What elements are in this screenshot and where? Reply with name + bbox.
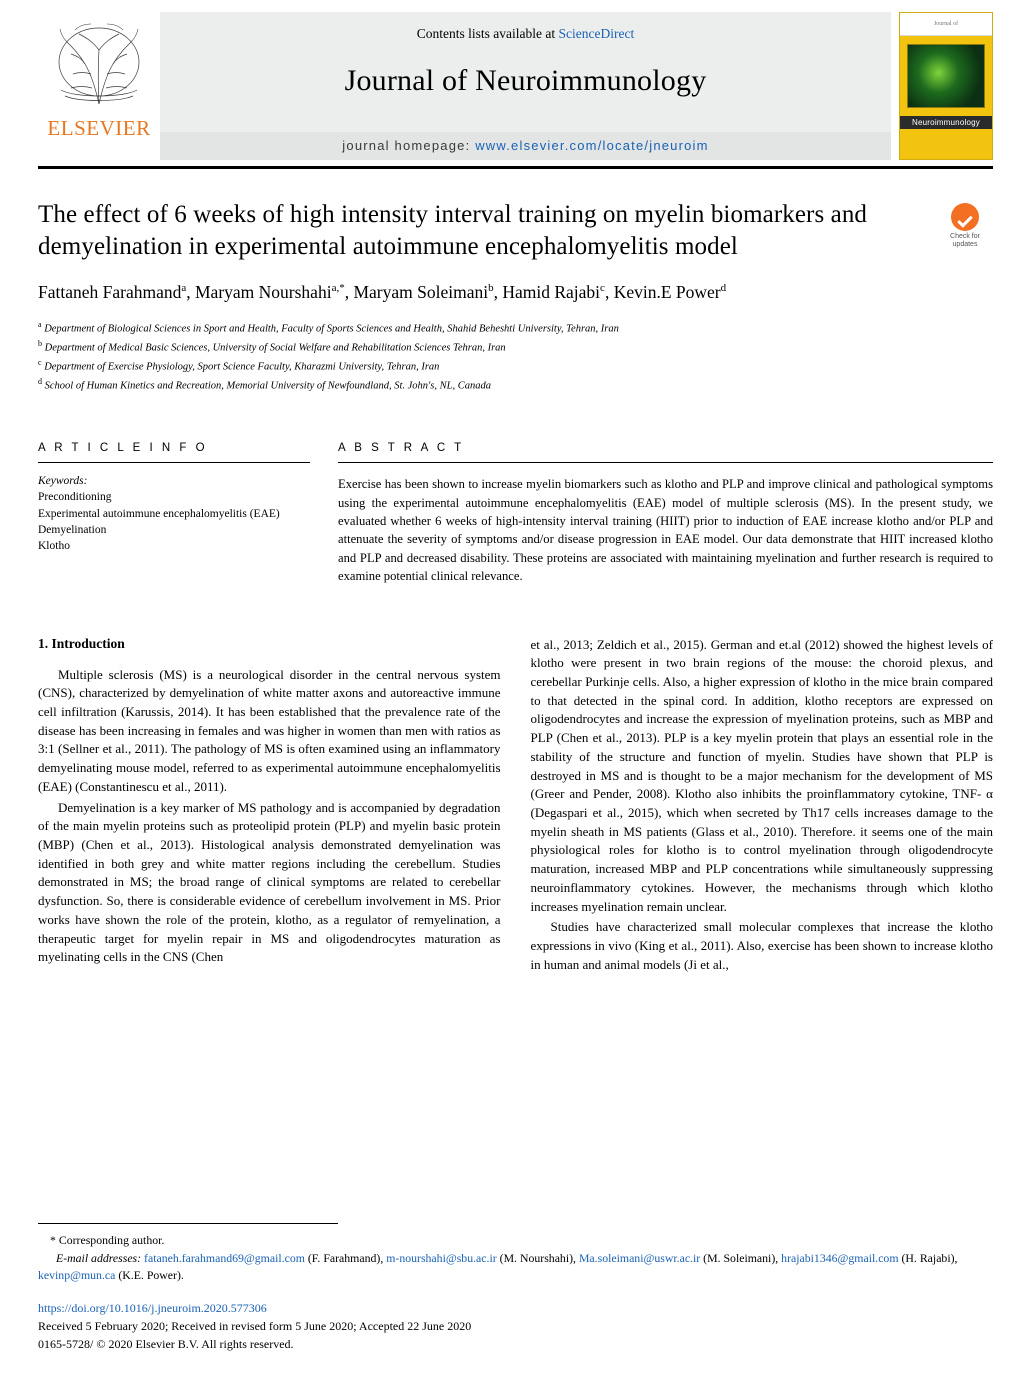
affiliation-text: School of Human Kinetics and Recreation, Memorial University of Newfoundland, St. John's, NL, Canada (44, 380, 491, 392)
article-info-heading: A R T I C L E I N F O (38, 442, 208, 455)
copyright-line: 0165-5728/ © 2020 Elsevier B.V. All rights reserved. (38, 1337, 294, 1351)
email-owner: (F. Farahmand), (307, 1250, 384, 1265)
abstract-heading: A B S T R A C T (338, 442, 465, 455)
check-icon (951, 203, 979, 231)
received-dates: Received 5 February 2020; Received in revised form 5 June 2020; Accepted 22 June 2020 (38, 1319, 472, 1333)
crossmark-label: Check for updates (950, 233, 980, 249)
article-page (0, 12, 1031, 1387)
paragraph: Multiple sclerosis (MS) is a neurological disorder in the central nervous system (CNS), characterized by demyelination of white matter axons and autoreactive immune cell infiltration (Karussis, 2014). It has been established that the prevalence rate of the disease has been increasing in females and was higher in women than men with ratios as 3:1 (Sellner et al., 2011). The pathology of MS is often examined using an inflammatory demyelinating mouse model, referred to as experimental autoimmune encephalomyelitis (EAE) (Constantinescu et al., 2011). (38, 666, 501, 794)
corresponding-author-note: * Corresponding author. (50, 1232, 165, 1247)
sciencedirect-link[interactable]: ScienceDirect (558, 26, 635, 41)
email-addresses-line (38, 1250, 993, 1285)
info-abstract-row (38, 442, 993, 585)
paragraph: Studies have characterized small molecular complexes that increase the klotho expressions in vivo (King et al., 2011). Also, exercise has been shown to increase klotho in human and animal models (Ji et al., (530, 919, 993, 972)
body-columns (38, 636, 993, 975)
keyword-item: Preconditioning (38, 491, 112, 504)
cover-artwork (907, 44, 985, 108)
title-block (38, 199, 993, 263)
publication-meta (38, 1299, 993, 1353)
affiliation-item: $^a$ Department of Biological Sciences in Sport and Health, Faculty of Sports Sciences and Health, Shahid Beheshti University, Tehran, Iran (38, 320, 619, 335)
elsevier-logo (38, 12, 160, 160)
contents-prefix: Contents lists available at (416, 26, 559, 41)
divider (38, 462, 310, 463)
elsevier-tree-icon (45, 16, 153, 114)
homepage-link[interactable]: www.elsevier.com/locate/jneuroim (475, 138, 709, 153)
abstract-text: Exercise has been shown to increase myelin biomarkers such as klotho and PLP and improve clinical and pathological symptoms using the experimental autoimmune encephalomyelitis (EAE) model of multiple sclerosis (MS). In the present study, we evaluated whether 6 weeks of high-intensity interval training (HIIT) prior to induction of EAE increase klotho and/or PLP and attenuate the severity of symptoms and/or disease progression in EAE model. Our data demonstrate that HIIT increased klotho and PLP and decreased disability. These proteins are associated with maintaining myelination and further research is required to examine potential clinical relevance. (338, 477, 993, 584)
journal-masthead (38, 12, 993, 160)
journal-title: Journal of Neuroimmunology (344, 64, 707, 97)
journal-cover-thumbnail (899, 12, 993, 160)
affiliation-item: $^b$ Department of Medical Basic Sciences, University of Social Welfare and Rehabilitation Sciences Tehran, Iran (38, 339, 506, 354)
cover-journal-name: Neuroimmunology (900, 116, 992, 129)
body-column-left (38, 636, 501, 975)
journal-header-band (160, 12, 891, 160)
body-column-right (531, 636, 994, 975)
cover-top-text: Journal of (900, 13, 992, 36)
journal-homepage-bar (160, 132, 891, 160)
keyword-item: Klotho (38, 540, 70, 553)
divider (338, 462, 993, 463)
email-owner: (M. Soleimani), (703, 1250, 779, 1265)
section-heading: 1. Introduction (38, 635, 125, 651)
email-link[interactable]: kevinp@mun.ca (38, 1268, 116, 1283)
author-list: Fattaneh Farahmand$^a$, Maryam Nourshahi$^{a,*}$, Maryam Soleimani$^b$, Hamid Rajabi$^c$, Kevin.E Power$^d$ (38, 282, 727, 302)
email-link[interactable]: m-nourshahi@sbu.ac.ir (386, 1250, 497, 1265)
abstract-column (338, 442, 993, 585)
email-label: E-mail addresses: (56, 1250, 142, 1265)
contents-available-line (417, 26, 634, 42)
keywords-label: Keywords: (38, 475, 88, 488)
keyword-item: Experimental autoimmune encephalomyelitis (EAE) (38, 507, 280, 520)
affiliation-text: Department of Exercise Physiology, Sport Science Faculty, Kharazmi University, Tehran, Iran (44, 361, 440, 373)
crossmark-badge[interactable] (937, 203, 993, 249)
masthead-divider (38, 166, 993, 169)
footer-divider (38, 1223, 338, 1224)
doi-link[interactable]: https://doi.org/10.1016/j.jneuroim.2020.577306 (38, 1301, 267, 1315)
email-link[interactable]: fataneh.farahmand69@gmail.com (144, 1250, 305, 1265)
affiliation-item: $^d$ School of Human Kinetics and Recreation, Memorial University of Newfoundland, St. John's, NL, Canada (38, 376, 491, 392)
email-link[interactable]: Ma.soleimani@uswr.ac.ir (578, 1250, 701, 1265)
email-owner: (K.E. Power). (118, 1268, 184, 1283)
article-info-column (38, 442, 310, 585)
affiliation-item: $^c$ Department of Exercise Physiology, Sport Science Faculty, Kharazmi University, Tehran, Iran (38, 357, 440, 373)
keyword-item: Demyelination (38, 523, 107, 536)
page-title: The effect of 6 weeks of high intensity interval training on myelin biomarkers and demyelination in experimental autoimmune encephalomyelitis model (38, 201, 868, 260)
affiliation-text: Department of Medical Basic Sciences, University of Social Welfare and Rehabilitation Sciences Tehran, Iran (44, 342, 506, 354)
page-footer (38, 1223, 993, 1353)
email-link[interactable]: hrajabi1346@gmail.com (781, 1250, 899, 1265)
email-owner: (M. Nourshahi), (499, 1250, 576, 1265)
affiliation-list (38, 319, 993, 394)
email-owner: (H. Rajabi), (901, 1250, 958, 1265)
paragraph: Demyelination is a key marker of MS pathology and is accompanied by degradation of the main myelin proteins such as proteolipid protein (PLP) and myelin basic protein (MBP) (Chen et al., 2013). Histological analysis demonstrated demyelination was identified in both grey and white matter regions including the cerebellum. Studies demonstrated in MS; the broad range of clinical symptoms are related to cerebellar dysfunction. So, there is considerable evidence of cerebellum involvement in MS. Prior works have shown the role of the protein, klotho, as a regulator of remyelination, a therapeutic target for myelin repair in MS and oligodendrocytes maturation as myelinating cells in the CNS (Chen (38, 799, 501, 965)
homepage-prefix: journal homepage: (342, 138, 476, 153)
paragraph: et al., 2013; Zeldich et al., 2015). German and et.al (2012) showed the highest levels of klotho were present in two brain regions of the mouse: the choroid plexus, and cerebellar Purkinje cells. Also, a higher expression of klotho in the mice brain compared to that detected in the spinal cord. In addition, klotho receptors are expressed on oligodendrocytes and increase the expression of myelination proteins, such as MBP and PLP (Chen et al., 2013). PLP is a key myelin protein that plays an essential role in the stability of the structure and function of myelin. Studies have shown that PLP is destroyed in MS and is thought to be a major mechanism for the development of MS (Greer and Pender, 2008). Klotho also inhibits the proinflammatory cytokine, TNF- α (Degaspari et al., 2015), which when secreted by Th17 cells increases damage to the myelin sheath in MS patients (Glass et al., 2010). Therefore. it seems one of the main physiological roles for klotho is to control myelination through oligodendrocyte maturation, increased MBP and PLP concentrations while simultaneously suppressing neuroinflammatory cytokines. However, the mechanisms through which klotho increases myelination remain unclear. (530, 636, 993, 914)
elsevier-wordmark: ELSEVIER (47, 116, 151, 140)
affiliation-text: Department of Biological Sciences in Sport and Health, Faculty of Sports Sciences and Health, Shahid Beheshti University, Tehran, Iran (44, 323, 619, 335)
